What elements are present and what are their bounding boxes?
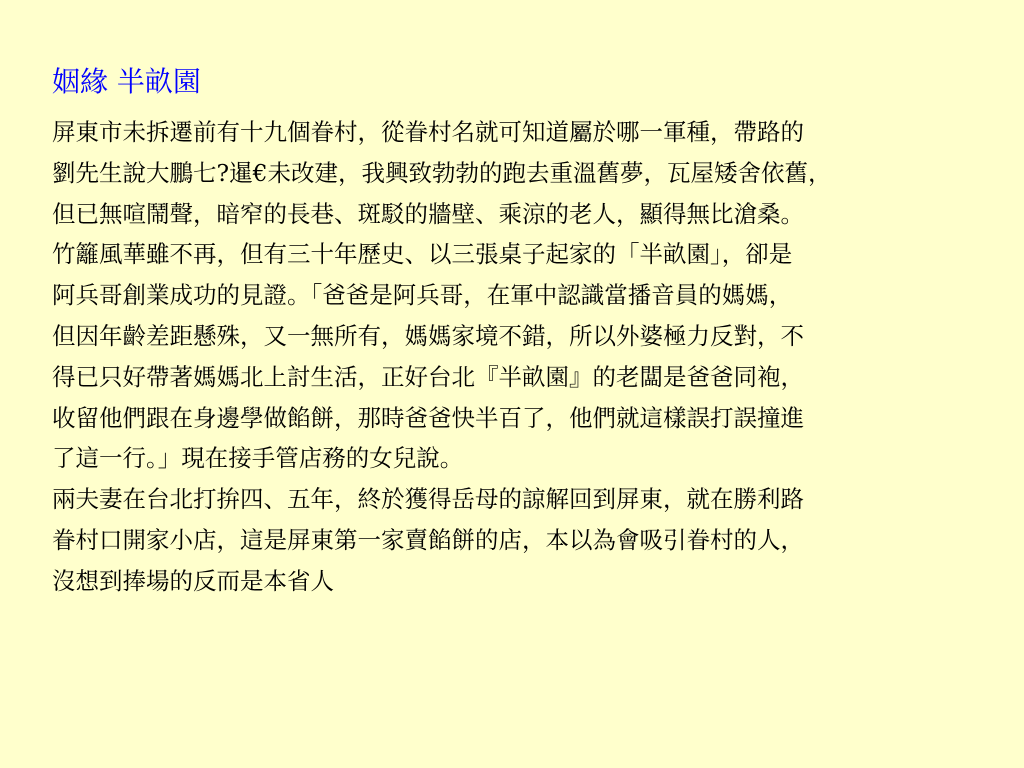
slide-body <box>52 112 984 602</box>
body-line: 收留他們跟在身邊學做餡餅，那時爸爸快半百了，他們就這樣誤打誤撞進 <box>52 403 804 432</box>
body-line: 但已無喧鬧聲，暗窄的長巷、斑駁的牆壁、乘涼的老人，顯得無比滄桑。 <box>52 199 804 228</box>
body-line: 眷村口開家小店，這是屏東第一家賣餡餅的店，本以為會吸引眷村的人， <box>52 525 804 554</box>
body-line: 但因年齡差距懸殊，又一無所有，媽媽家境不錯，所以外婆極力反對，不 <box>52 321 804 350</box>
body-line: 屏東市未拆遷前有十九個眷村，從眷村名就可知道屬於哪一軍種，帶路的 <box>52 118 804 146</box>
body-line: 劉先生說大鵬七?暹€未改建，我興致勃勃的跑去重溫舊夢，瓦屋矮舍依舊， <box>52 158 832 187</box>
body-line: 沒想到捧場的反而是本省人 <box>52 566 334 595</box>
body-line: 阿兵哥創業成功的見證。「爸爸是阿兵哥，在軍中認識當播音員的媽媽， <box>52 281 793 310</box>
body-line: 兩夫妻在台北打拚四、五年，終於獲得岳母的諒解回到屏東，就在勝利路 <box>52 485 804 514</box>
body-line: 竹籬風華雖不再，但有三十年歷史、以三張桌子起家的「半畝園」，卻是 <box>52 240 793 269</box>
body-line: 了這一行。」現在接手管店務的女兒說。 <box>52 444 464 473</box>
body-line: 得已只好帶著媽媽北上討生活，正好台北『半畝園』的老闆是爸爸同袍， <box>52 362 804 391</box>
slide-title: 姻緣 半畝園 <box>52 65 201 98</box>
